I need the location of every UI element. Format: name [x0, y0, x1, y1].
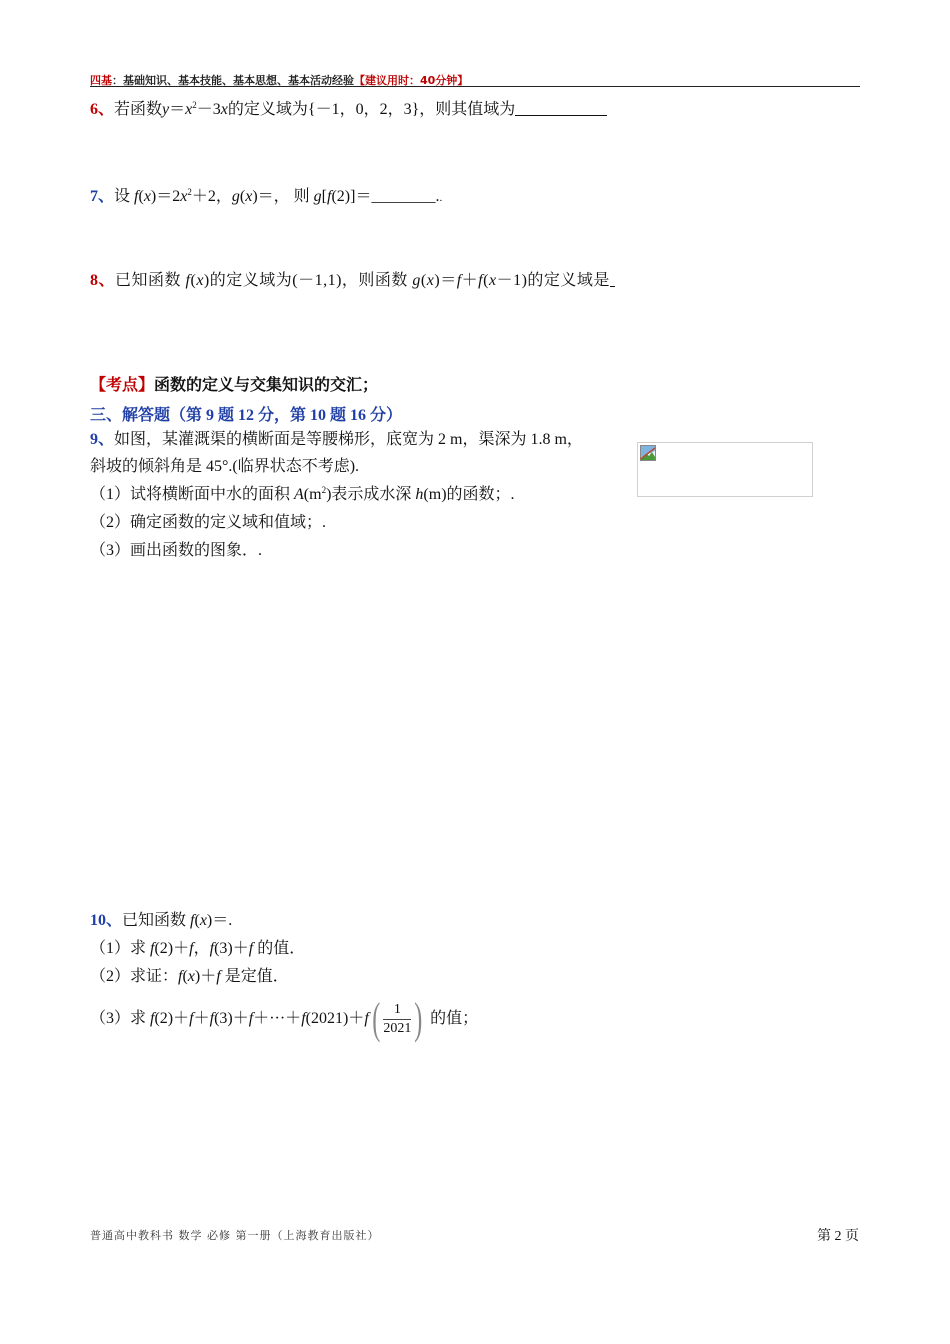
- q9-p1-text-c: (m)的函数；.: [423, 486, 515, 503]
- q10-p1-a: （1）求: [90, 940, 151, 957]
- q9-var-A: A: [294, 486, 304, 503]
- question-number: 6、: [90, 101, 115, 118]
- q10-var-f: f: [248, 940, 254, 957]
- q10-part-2: （2）求证：f(x)＋f 是定值．: [90, 968, 289, 985]
- q9-part-1: [90, 485, 515, 505]
- q6-eq: ＝: [169, 101, 186, 118]
- q6-exp: 2: [192, 100, 197, 110]
- key-point-text: 函数的定义与交集知识的交汇；: [154, 375, 379, 394]
- q10-p3-g: 的值；: [426, 1010, 479, 1027]
- question-9: [90, 430, 583, 450]
- q7-var-f: f: [327, 188, 332, 205]
- q10-p1-e: 的值．: [253, 940, 306, 957]
- q10-p3-f: (2021)＋: [305, 1010, 365, 1027]
- q9-line-1: 如图，某灌溉渠的横断面是等腰梯形，底宽为 2 m，渠深为 1.8 m，: [114, 431, 583, 448]
- q10-var-f: f: [190, 912, 195, 929]
- q6-text-1: 若函数: [114, 101, 163, 118]
- q10-p2-c: 是定值．: [220, 968, 289, 985]
- q10-var-f: f: [209, 1010, 215, 1027]
- q10-var-f: f: [248, 1010, 254, 1027]
- q9-unit: (m: [303, 486, 322, 503]
- q7-var-x: x: [180, 188, 188, 205]
- q10-text-1: 已知函数: [122, 912, 191, 929]
- q8-text-3: 的定义域是: [527, 272, 610, 289]
- q10-text-2: ＝.: [212, 912, 233, 929]
- figure-placeholder: [637, 442, 813, 497]
- footer-page-number: 第 2 页: [817, 1229, 859, 1244]
- q7-text-1: 设: [114, 188, 135, 205]
- q10-var-x: x: [199, 912, 207, 929]
- question-6: [90, 100, 607, 120]
- q10-var-f: f: [301, 1010, 306, 1027]
- q8-text-1: 已知函数: [115, 272, 186, 289]
- q6-var-y: y: [162, 101, 170, 118]
- q10-var-x: x: [187, 968, 195, 985]
- q10-var-f: f: [364, 1010, 369, 1027]
- question-number: 10、: [90, 912, 123, 929]
- question-number: 9、: [90, 431, 115, 448]
- q7-text-5: ＝________.: [355, 188, 440, 205]
- q9-var-h: h: [415, 486, 424, 503]
- key-point: [90, 372, 378, 395]
- answer-blank[interactable]: [610, 272, 615, 287]
- q8-var-f: f: [185, 272, 191, 289]
- question-10: 10、已知函数 f(x)＝.: [90, 912, 233, 929]
- question-number: 8、: [90, 272, 116, 289]
- header-items: 基础知识、基本技能、基本思想、基本活动经验: [123, 74, 354, 87]
- q6-minus: －3: [196, 101, 221, 118]
- q7-text-2: ＝2: [156, 188, 181, 205]
- right-paren: ): [414, 994, 423, 1044]
- key-point-label: 【考点】: [90, 375, 155, 394]
- q10-p2-a: （2）求证：: [90, 968, 179, 985]
- q10-p3-d: (3)＋: [214, 1010, 249, 1027]
- q7-text-3: ＋2，: [191, 188, 232, 205]
- question-7: 7、设 $f(x)=2x^2+2$，g(x)＝， 则 g[f(2)]＝________..: [90, 187, 443, 205]
- q9-part-2: （2）确定函数的定义域和值域；.: [90, 514, 327, 531]
- q8-var-g: g: [412, 272, 421, 289]
- q7-var-x: x: [143, 188, 151, 205]
- q9-unit-exp: 2: [321, 485, 327, 495]
- q7-var-g: g: [313, 188, 322, 205]
- answer-blank[interactable]: [515, 101, 607, 116]
- q8-text-2: 的定义域为(－1,1)，则函数: [209, 272, 413, 289]
- q10-var-f: f: [189, 1010, 194, 1027]
- q10-part-1: [90, 939, 305, 959]
- q9-p1-text-a: （1）试将横断面中水的面积: [90, 486, 295, 503]
- q10-var-f: f: [209, 940, 215, 957]
- q9-line-2: 斜坡的倾斜角是 45°.(临界状态不考虑).: [90, 458, 360, 475]
- q10-var-f: f: [150, 940, 155, 957]
- q7-var-f: f: [134, 188, 139, 205]
- q10-p3-e: ＋···＋: [253, 1010, 302, 1027]
- q7-dot: .: [439, 192, 443, 204]
- q8-var-x: x: [488, 272, 497, 289]
- header-divider: [90, 86, 860, 87]
- q7-text-4: ＝， 则: [257, 188, 314, 205]
- q10-var-f: f: [150, 1010, 155, 1027]
- q10-var-f: f: [216, 968, 221, 985]
- q7-var-x: x: [245, 188, 253, 205]
- footer-book-title: 普通高中教科书 数学 必修 第一册（上海教育出版社）: [90, 1229, 380, 1242]
- q10-var-f: f: [189, 940, 194, 957]
- section-title: 三、解答题（第 9 题 12 分，第 10 题 16 分）: [90, 407, 403, 424]
- broken-image-icon: [640, 445, 656, 461]
- question-8: 8、已知函数 f(x)的定义域为(－1,1)，则函数 g(x)＝f＋f(x－1)的定义域是: [90, 271, 615, 291]
- q10-part-3: [90, 996, 478, 1042]
- q7-var-g: g: [231, 188, 240, 205]
- q10-p3-c: ＋: [193, 1010, 210, 1027]
- header-colon: ：: [112, 74, 123, 87]
- q10-p1-c: ，: [193, 940, 210, 957]
- fraction: [383, 1001, 411, 1038]
- q10-p3-b: (2)＋: [154, 1010, 190, 1027]
- q6-var-x: x: [185, 101, 193, 118]
- question-number: 7、: [90, 188, 115, 205]
- q8-var-f: f: [456, 272, 462, 289]
- left-paren: (: [372, 994, 381, 1044]
- fraction-numerator: 1: [383, 1001, 411, 1020]
- q8-var-x: x: [196, 272, 204, 289]
- q10-p2-b: ＋: [200, 968, 217, 985]
- q10-var-f: f: [178, 968, 183, 985]
- q7-exp: 2: [187, 187, 192, 197]
- q6-var-x2: x: [220, 101, 228, 118]
- q9-part-3: （3）画出函数的图象．.: [90, 542, 263, 559]
- header-prefix: 四基: [90, 74, 112, 87]
- header-time: 【建议用时：40分钟】: [354, 74, 469, 87]
- q10-p1-d: (3)＋: [214, 940, 249, 957]
- q8-var-f: f: [478, 272, 484, 289]
- q8-var-x: x: [426, 272, 435, 289]
- fraction-denominator: 2021: [383, 1020, 412, 1036]
- q10-p1-b: (2)＋: [154, 940, 190, 957]
- q10-p3-a: （3）求: [90, 1010, 151, 1027]
- q6-text-2: 的定义域为{－1，0，2，3}，则其值域为: [227, 101, 516, 118]
- q9-p1-text-b: )表示成水深: [326, 486, 416, 503]
